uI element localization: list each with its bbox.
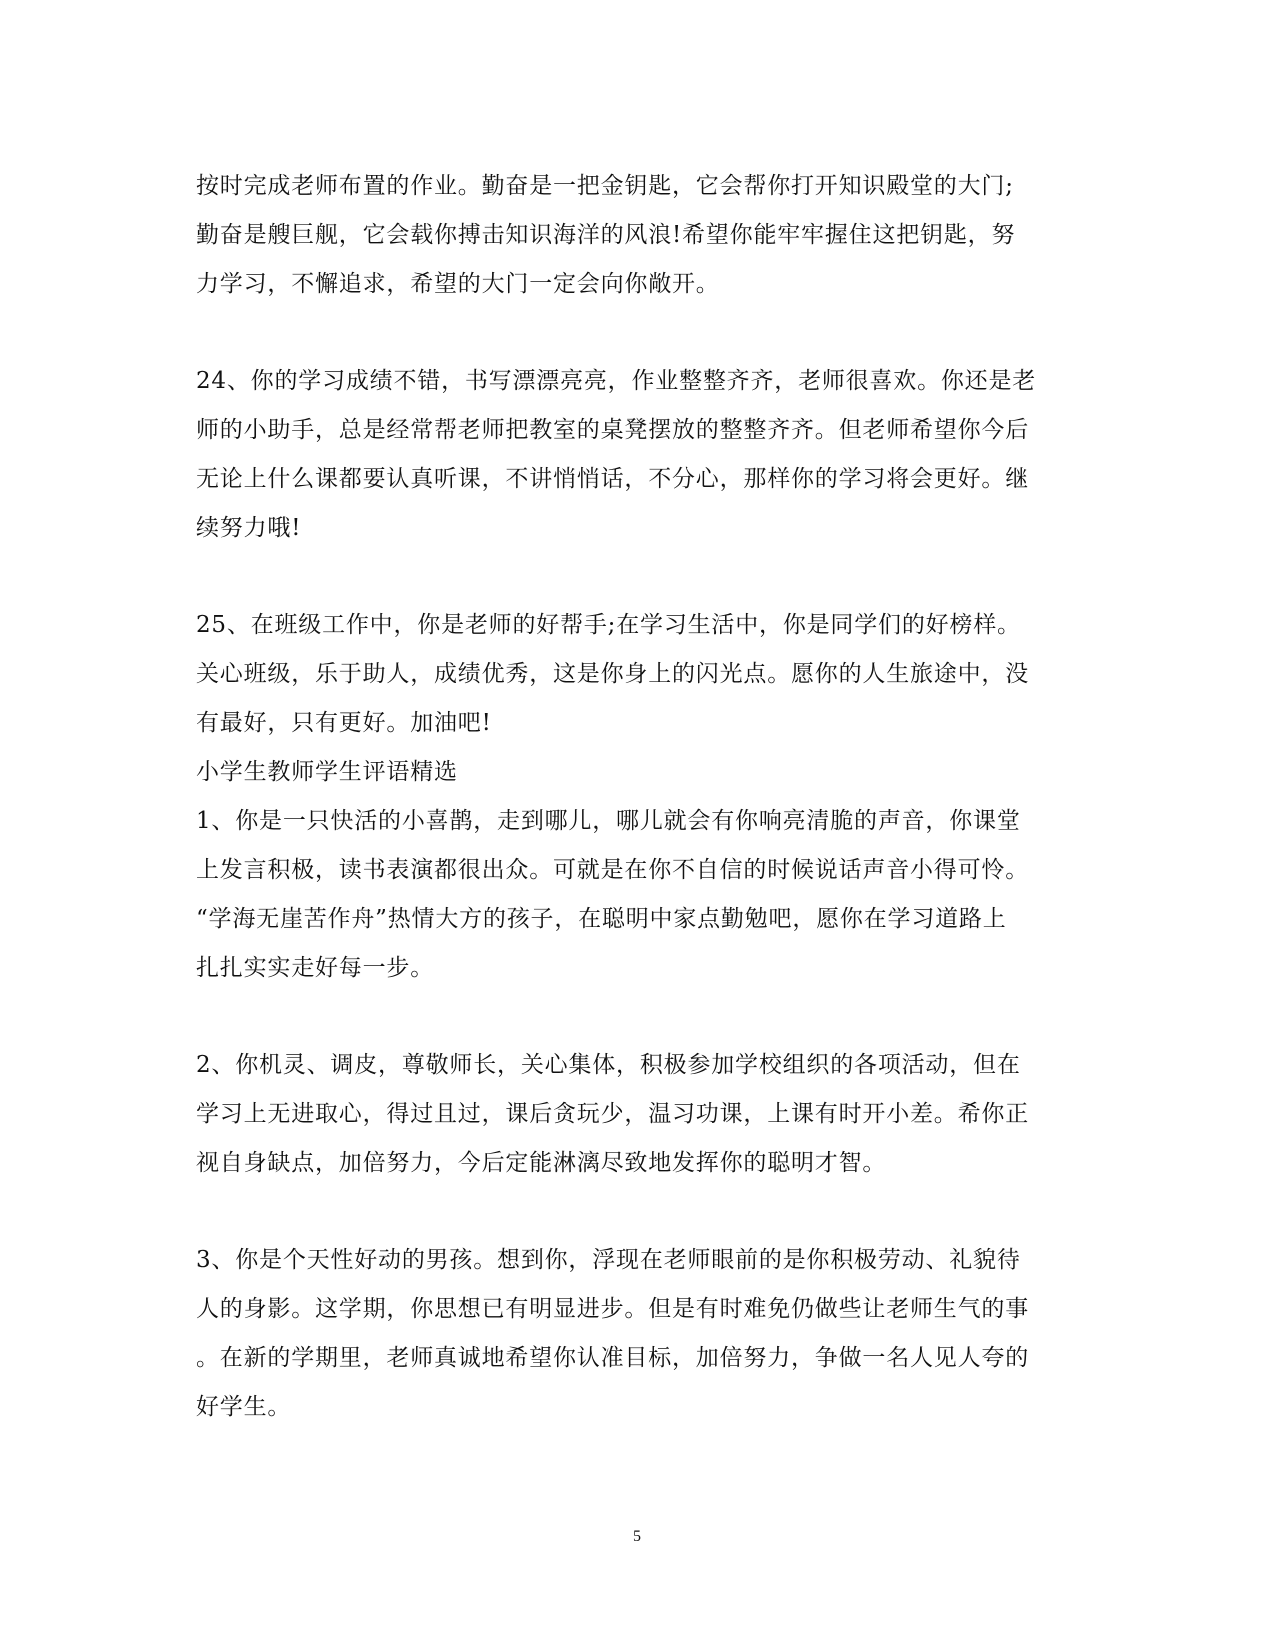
text-line: 。在新的学期里，老师真诚地希望你认准目标，加倍努力，争做一名人见人夸的 [196, 1345, 1029, 1371]
paragraph-2 [196, 1041, 1076, 1188]
text-line: 25、在班级工作中，你是老师的好帮手;在学习生活中，你是同学们的好榜样。 [196, 612, 1021, 638]
text-line: 师的小助手，总是经常帮老师把教室的桌凳摆放的整整齐齐。但老师希望你今后 [196, 417, 1029, 443]
paragraph-25-and-section [196, 601, 1076, 993]
text-line: 勤奋是艘巨舰，它会载你搏击知识海洋的风浪!希望你能牢牢握住这把钥匙，努 [196, 222, 1016, 248]
text-line: 无论上什么课都要认真听课，不讲悄悄话，不分心，那样你的学习将会更好。继 [196, 466, 1029, 492]
section-heading: 小学生教师学生评语精选 [196, 759, 458, 785]
text-line: 按时完成老师布置的作业。勤奋是一把金钥匙，它会帮你打开知识殿堂的大门; [196, 173, 1014, 199]
text-line: 2、你机灵、调皮，尊敬师长，关心集体，积极参加学校组织的各项活动，但在 [196, 1052, 1021, 1078]
document-body [196, 162, 1076, 1432]
text-line: 视自身缺点，加倍努力，今后定能淋漓尽致地发挥你的聪明才智。 [196, 1150, 887, 1176]
text-line: 学习上无进取心，得过且过，课后贪玩少，温习功课，上课有时开小差。希你正 [196, 1101, 1029, 1127]
paragraph-1 [196, 162, 1076, 309]
text-line: 24、你的学习成绩不错，书写漂漂亮亮，作业整整齐齐，老师很喜欢。你还是老 [196, 368, 1037, 394]
text-line: 人的身影。这学期，你思想已有明显进步。但是有时难免仍做些让老师生气的事 [196, 1296, 1029, 1322]
text-line: “学海无崖苦作舟”热情大方的孩子，在聪明中家点勤勉吧，愿你在学习道路上 [196, 906, 1007, 932]
text-line: 续努力哦! [196, 515, 302, 541]
paragraph-24 [196, 357, 1076, 553]
text-line: 关心班级，乐于助人，成绩优秀，这是你身上的闪光点。愿你的人生旅途中，没 [196, 661, 1029, 687]
text-line: 力学习，不懈追求，希望的大门一定会向你敞开。 [196, 271, 720, 297]
paragraph-3 [196, 1236, 1076, 1432]
text-line: 3、你是个天性好动的男孩。想到你，浮现在老师眼前的是你积极劳动、礼貌待 [196, 1247, 1021, 1273]
text-line: 好学生。 [196, 1394, 292, 1420]
text-line: 扎扎实实走好每一步。 [196, 955, 434, 981]
text-line: 1、你是一只快活的小喜鹊，走到哪儿，哪儿就会有你响亮清脆的声音，你课堂 [196, 808, 1021, 834]
page-number: 5 [633, 1528, 641, 1545]
text-line: 有最好，只有更好。加油吧! [196, 710, 492, 736]
text-line: 上发言积极，读书表演都很出众。可就是在你不自信的时候说话声音小得可怜。 [196, 857, 1029, 883]
